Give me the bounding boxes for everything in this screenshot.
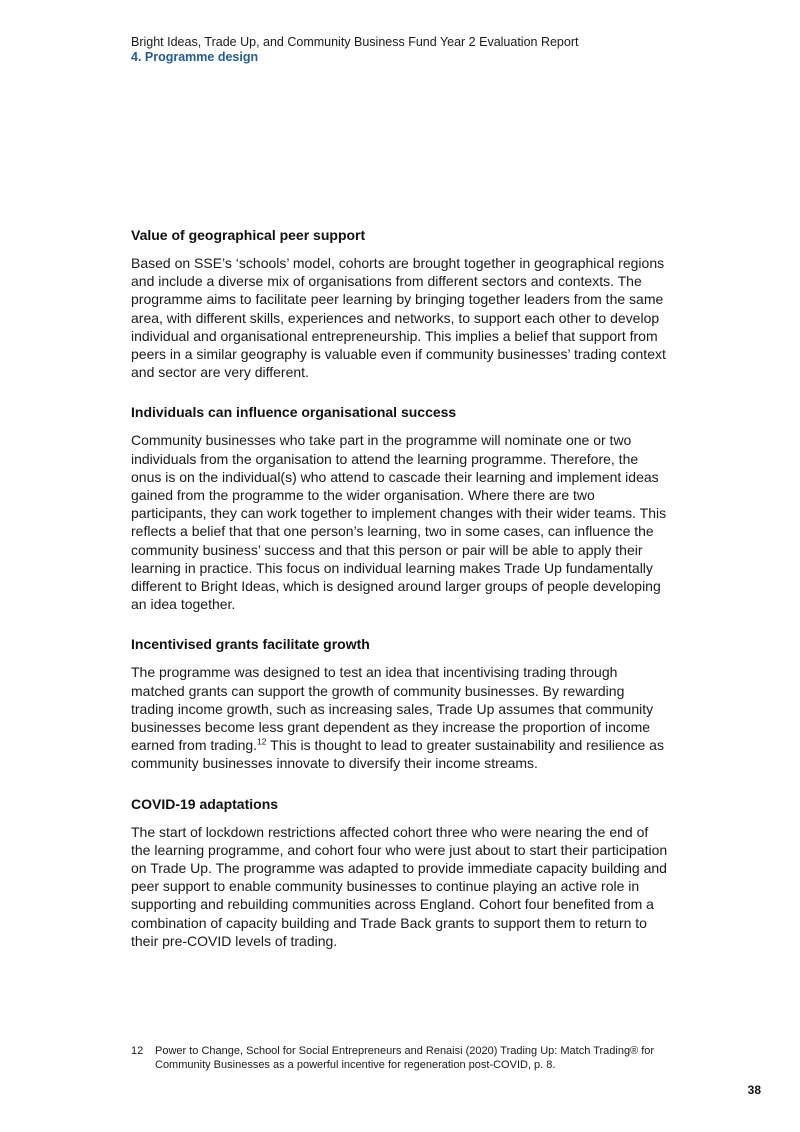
footnote-reference: 12 — [257, 736, 267, 747]
section-covid-adaptations — [131, 795, 671, 950]
section-heading: Individuals can influence organisational success — [131, 404, 457, 421]
section-incentivised-grants — [131, 635, 671, 772]
page-number: 38 — [747, 1083, 761, 1097]
section-paragraph — [131, 663, 671, 772]
main-content — [131, 226, 671, 972]
section-heading: Value of geographical peer support — [131, 227, 366, 243]
footnote — [131, 1044, 691, 1072]
paragraph-text-before-footnote: The programme was designed to test an idea that incentivising trading through matched grants can support the growth of community businesses. By rewarding trading income growth, such as increasing sales, Trade Up assumes that community businesses become less grant dependent as they increase the proportion of income earned from trading. — [131, 664, 654, 754]
footnote-text: Power to Change, School for Social Entrepreneurs and Renaisi (2020) Trading Up: Match Trading® for Community Businesses as a powerful incentive for regeneration post-COVID, p. 8. — [155, 1045, 655, 1071]
section-heading: Incentivised grants facilitate growth — [131, 636, 370, 653]
chapter-title: 4. Programme design — [131, 50, 259, 64]
paragraph-text-after-footnote: This is thought to lead to greater sustainability and resilience as community businesses innovate to diversify their income streams. — [131, 737, 664, 772]
section-paragraph: Based on SSE’s ‘schools’ model, cohorts are brought together in geographical regions and include a diverse mix of organisations from different sectors and contexts. The programme aims to facilitate peer learning by bringing together leaders from the same area, with different skills, experiences and networks, to support each other to develop individual and organisational entrepreneurship. This implies a belief that support from peers in a similar geography is valuable even if community businesses’ trading context and sector are very different. — [131, 255, 666, 381]
report-title: Bright Ideas, Trade Up, and Community Business Fund Year 2 Evaluation Report — [131, 35, 579, 49]
page-header — [131, 35, 751, 65]
section-paragraph: Community businesses who take part in the programme will nominate one or two individuals from the organisation to attend the learning programme. Therefore, the onus is on the individual(s) who attend to cascade their learning and implement ideas gained from the programme to the wider organisation. Where there are two participants, they can work together to implement changes with their wider teams. This reflects a belief that that one person’s learning, two in some cases, can influence the community business’ success and that this person or pair will be able to apply their learning in practice. This focus on individual learning makes Trade Up fundamentally different to Bright Ideas, which is designed around larger groups of people developing an idea together. — [131, 432, 667, 613]
footnote-number: 12 — [131, 1045, 144, 1057]
section-paragraph: The start of lockdown restrictions affected cohort three who were nearing the end of the learning programme, and cohort four who were just about to start their participation on Trade Up. The programme was adapted to provide immediate capacity building and peer support to enable community businesses to continue playing an active role in supporting and rebuilding communities across England. Cohort four benefited from a combination of capacity building and Trade Back grants to support them to return to their pre-COVID levels of trading. — [131, 823, 668, 949]
section-individuals-influence — [131, 403, 671, 613]
section-geographical-peer-support — [131, 226, 671, 381]
section-heading: COVID-19 adaptations — [131, 795, 279, 812]
